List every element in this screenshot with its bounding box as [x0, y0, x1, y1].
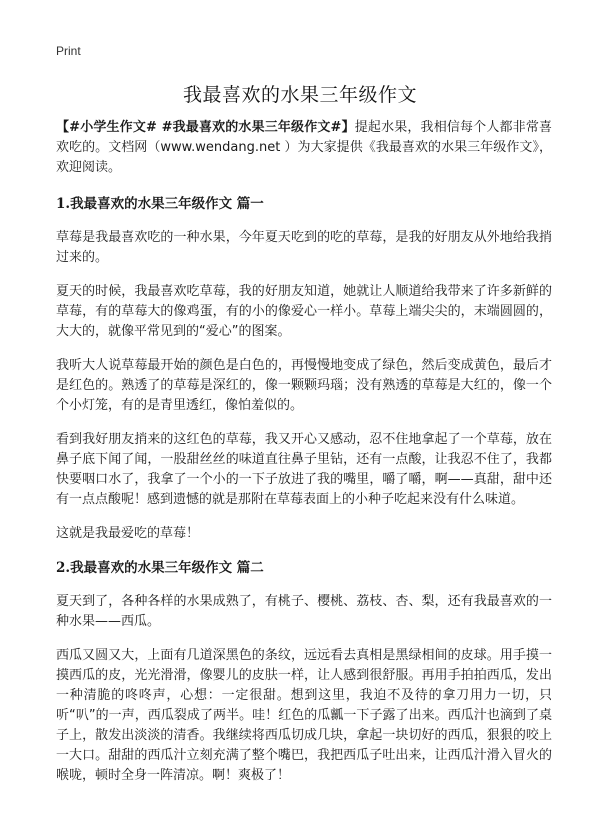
paragraph: 草莓是我最喜欢吃的一种水果，今年夏天吃到的吃的草莓，是我的好朋友从外地给我捎过来的。 [56, 230, 552, 265]
paragraph: 西瓜又圆又大，上面有几道深黑色的条纹，远远看去真相是黑绿相间的皮球。用手摸一摸西瓜的皮，光光滑滑，像婴儿的皮肤一样，让人感到很舒服。再用手拍拍西瓜，发出一种清脆的咚咚声，心想：一定很甜。想到这里，我迫不及待的拿刀用力一切，只听“叭”的一声，西瓜裂成了两半。哇！红色的瓜瓤一下子露了出来。西瓜汁也滴到了桌子上，散发出淡淡的清香。我继续将西瓜切成几块，拿起一块切好的西瓜，狠狠的咬上一大口。甜甜的西瓜汁立刻充满了整个嘴巴，我把西瓜子吐出来，让西瓜汁滑入冒火的喉咙，顿时全身一阵清凉。啊！爽极了！ [56, 648, 552, 783]
article-body [56, 118, 552, 800]
intro-text: 提起水果，我相信每个人都非常喜欢吃的。文档网（www.wendang.net ）为大家提供《我最喜欢的水果三年级作文》，欢迎阅读。 [56, 120, 552, 175]
intro-paragraph [56, 118, 552, 178]
section-heading: 2.我最喜欢的水果三年级作文 篇二 [56, 560, 264, 576]
print-label: Print [56, 44, 81, 58]
section-heading: 1.我最喜欢的水果三年级作文 篇一 [56, 196, 264, 212]
page-title: 我最喜欢的水果三年级作文 [182, 84, 417, 106]
paragraph: 夏天的时候，我最喜欢吃草莓，我的好朋友知道，她就让人顺道给我带来了许多新鲜的草莓，有的草莓大的像鸡蛋，有的小的像爱心一样小。草莓上端尖尖的，末端圆圆的，大大的，就像平常见到的“爱心”的图案。 [56, 284, 552, 339]
paragraph: 这就是我最爱吃的草莓！ [56, 526, 200, 541]
section-2 [56, 558, 552, 786]
paragraph: 看到我好朋友捎来的这红色的草莓，我又开心又感动，忍不住地拿起了一个草莓，放在鼻子底下闻了闻，一股甜丝丝的味道直往鼻子里钻，还有一点酸，让我忍不住了，我都快要咽口水了，我拿了一个小的一下子放进了我的嘴里，嚼了嚼，啊——真甜，甜中还有一点点酸呢！感到遗憾的就是那附在草莓表面上的小种子吃起来没有什么味道。 [56, 432, 552, 507]
section-1 [56, 194, 552, 544]
intro-tags: 【#小学生作文# #我最喜欢的水果三年级作文#】 [56, 120, 355, 135]
paragraph: 我听大人说草莓最开始的颜色是白色的，再慢慢地变成了绿色，然后变成黄色，最后才是红色的。熟透了的草莓是深红的，像一颗颗玛瑙；没有熟透的草莓是大红的，像一个个小灯笼，有的是青里透红，像怕羞似的。 [56, 358, 552, 413]
paragraph: 夏天到了，各种各样的水果成熟了，有桃子、樱桃、荔枝、杏、梨，还有我最喜欢的一种水果——西瓜。 [56, 594, 552, 629]
